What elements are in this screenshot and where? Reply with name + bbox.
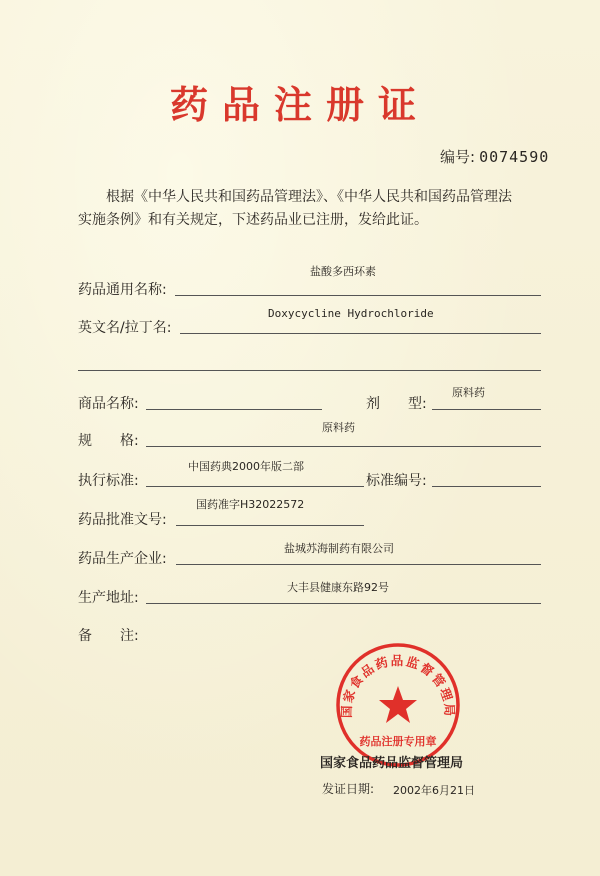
specification-value: 原料药 (322, 421, 355, 434)
standard-value: 中国药典2000年版二部 (188, 460, 304, 473)
standard-label: 执行标准: (78, 473, 139, 489)
serial-number (440, 146, 549, 167)
manufacturer-label: 药品生产企业: (78, 551, 167, 567)
specification-label: 规 格: (78, 433, 139, 449)
serial-value: 0074590 (479, 148, 550, 166)
generic-name-label: 药品通用名称: (78, 282, 167, 298)
approval-no-line (176, 525, 364, 526)
english-name-line (180, 333, 541, 334)
official-seal (333, 640, 463, 770)
trade-name-line (146, 409, 322, 410)
seal-outer-text: 国家食品药品监督管理局 (338, 653, 458, 719)
approval-no-label: 药品批准文号: (78, 512, 167, 528)
dosage-form-line (432, 409, 541, 410)
address-label: 生产地址: (78, 590, 139, 606)
seal-inner-text: 药品注册专用章 (359, 735, 437, 748)
english-name-value: Doxycycline Hydrochloride (268, 307, 434, 320)
seal-star-icon (379, 686, 417, 723)
generic-name-line (175, 295, 541, 296)
dosage-form-label: 剂 型: (366, 396, 427, 412)
intro-line-1: 根据《中华人民共和国药品管理法》、《中华人民共和国药品管理法 (106, 189, 512, 205)
generic-name-value: 盐酸多西环素 (310, 265, 376, 278)
remarks-label: 备 注: (78, 628, 139, 644)
issuing-authority: 国家食品药品监督管理局 (320, 756, 464, 771)
intro-paragraph (78, 186, 548, 232)
issue-date-label: 发证日期: (322, 782, 375, 796)
intro-line-2: 实施条例》和有关规定，下述药品业已注册，发给此证。 (78, 212, 428, 228)
address-value: 大丰县健康东路92号 (287, 581, 389, 594)
manufacturer-value: 盐城苏海制药有限公司 (284, 542, 394, 555)
english-name-extra-line (78, 370, 541, 371)
trade-name-label: 商品名称: (78, 396, 139, 412)
manufacturer-line (176, 564, 541, 565)
standard-line (146, 486, 364, 487)
issue-date-value: 2002年6月21日 (393, 784, 475, 797)
approval-no-value: 国药准字H32022572 (196, 498, 305, 511)
english-name-label: 英文名/拉丁名: (78, 320, 172, 336)
standard-no-label: 标准编号: (366, 473, 427, 489)
address-line (146, 603, 541, 604)
dosage-form-value: 原料药 (452, 386, 485, 399)
document-title: 药品注册证 (169, 82, 430, 127)
specification-line (146, 446, 541, 447)
serial-label: 编号: (440, 148, 476, 166)
standard-no-line (432, 486, 541, 487)
